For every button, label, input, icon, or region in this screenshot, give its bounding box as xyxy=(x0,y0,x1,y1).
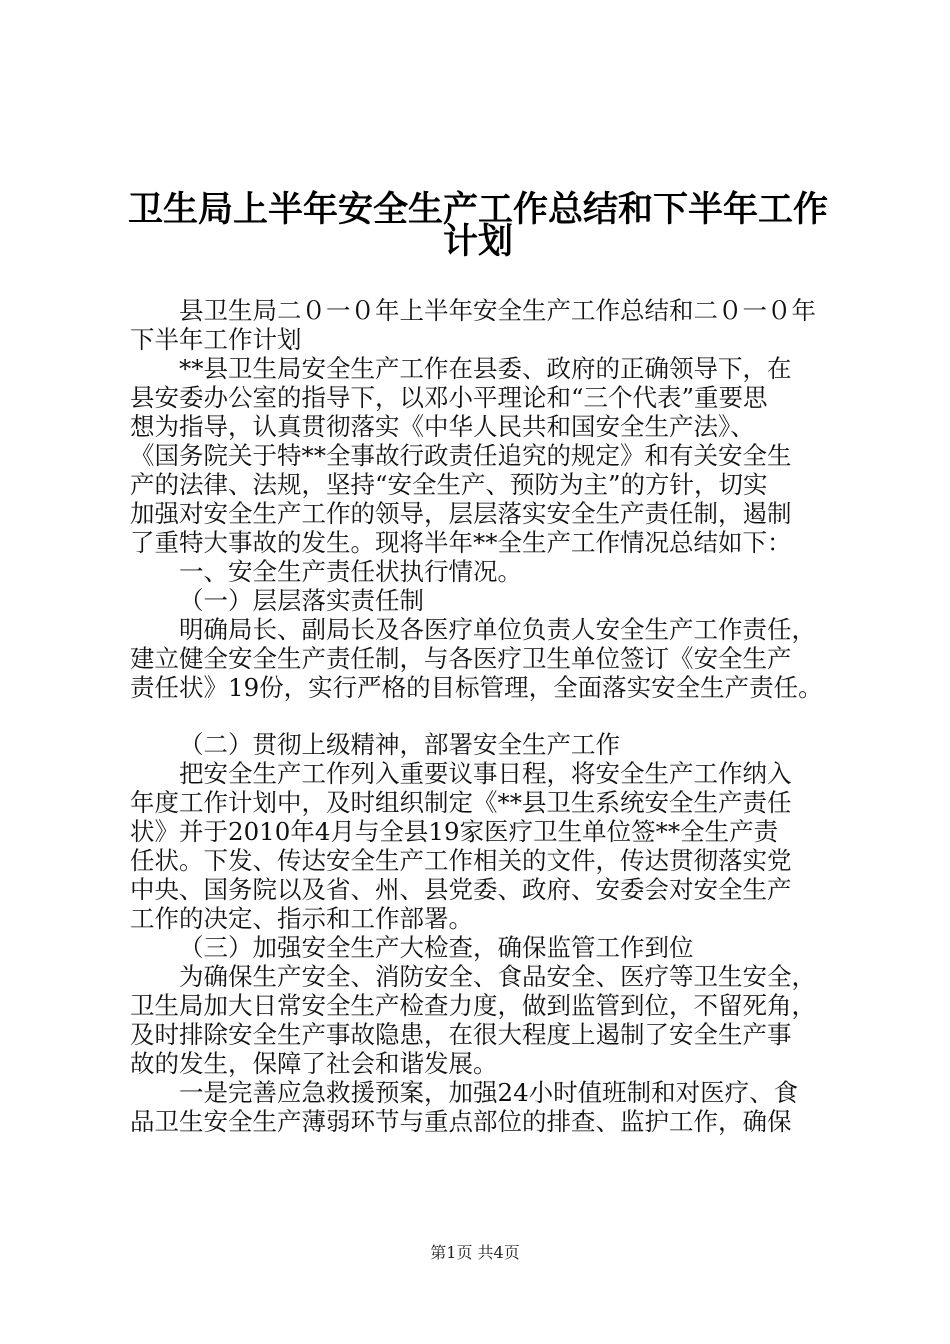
document-body xyxy=(130,296,830,1136)
body-line: 了重特大事故的发生。现将半年**全生产工作情况总结如下： xyxy=(130,528,792,557)
document-title-line-1: 卫生局上半年安全生产工作总结和下半年工作 xyxy=(127,190,828,230)
body-line: 责任状》19份，实行严格的目标管理，全面落实安全生产责任。 xyxy=(130,673,823,702)
body-line: 把安全生产工作列入重要议事日程，将安全生产工作纳入 xyxy=(179,759,792,788)
body-line: 加强对安全生产工作的领导，层层落实安全生产责任制，遏制 xyxy=(130,499,792,528)
subsection-heading: （三）加强安全生产大检查，确保监管工作到位 xyxy=(179,933,694,962)
section-heading: 一、安全生产责任状执行情况。 xyxy=(179,557,522,586)
body-line: 县卫生局二０一０年上半年安全生产工作总结和二０一０年 xyxy=(179,296,816,325)
body-line: 《国务院关于特**全事故行政责任追究的规定》和有关安全生 xyxy=(130,441,792,470)
body-line: 故的发生，保障了社会和谐发展。 xyxy=(130,1049,498,1078)
body-line: 建立健全安全生产责任制，与各医疗卫生单位签订《安全生产 xyxy=(130,644,792,673)
body-line: 下半年工作计划 xyxy=(130,325,302,354)
page-number-footer: 第1页 共4页 xyxy=(430,1243,520,1262)
body-line: 一是完善应急救援预案，加强24小时值班制和对医疗、食 xyxy=(179,1078,799,1107)
body-line: 为确保生产安全、消防安全、食品安全、医疗等卫生安全， xyxy=(179,962,816,991)
body-line: 明确局长、副局长及各医疗单位负责人安全生产工作责任， xyxy=(179,615,816,644)
body-line: **县卫生局安全生产工作在县委、政府的正确领导下，在 xyxy=(179,354,792,383)
body-line: 年度工作计划中，及时组织制定《**县卫生系统安全生产责任 xyxy=(130,788,792,817)
body-line: 状》并于2010年4月与全县19家医疗卫生单位签**全生产责 xyxy=(130,817,779,846)
body-line: 县安委办公室的指导下，以邓小平理论和“三个代表”重要思 xyxy=(130,383,768,412)
body-line: 及时排除安全生产事故隐患，在很大程度上遏制了安全生产事 xyxy=(130,1020,792,1049)
body-line: 品卫生安全生产薄弱环节与重点部位的排查、监护工作，确保 xyxy=(130,1107,792,1136)
body-line: 卫生局加大日常安全生产检查力度，做到监管到位，不留死角， xyxy=(130,991,816,1020)
body-line: 想为指导，认真贯彻落实《中华人民共和国安全生产法》、 xyxy=(130,412,755,441)
body-line: 任状。下发、传达安全生产工作相关的文件，传达贯彻落实党 xyxy=(130,846,792,875)
body-line: 工作的决定、指示和工作部署。 xyxy=(130,904,473,933)
paragraph-gap xyxy=(130,702,830,730)
body-line: 中央、国务院以及省、州、县党委、政府、安委会对安全生产 xyxy=(130,875,792,904)
subsection-heading: （一）层层落实责任制 xyxy=(179,586,424,615)
subsection-heading: （二）贯彻上级精神，部署安全生产工作 xyxy=(179,730,620,759)
document-title-line-2: 计划 xyxy=(442,222,513,262)
body-line: 产的法律、法规，坚持“安全生产、预防为主”的方针，切实 xyxy=(130,470,768,499)
